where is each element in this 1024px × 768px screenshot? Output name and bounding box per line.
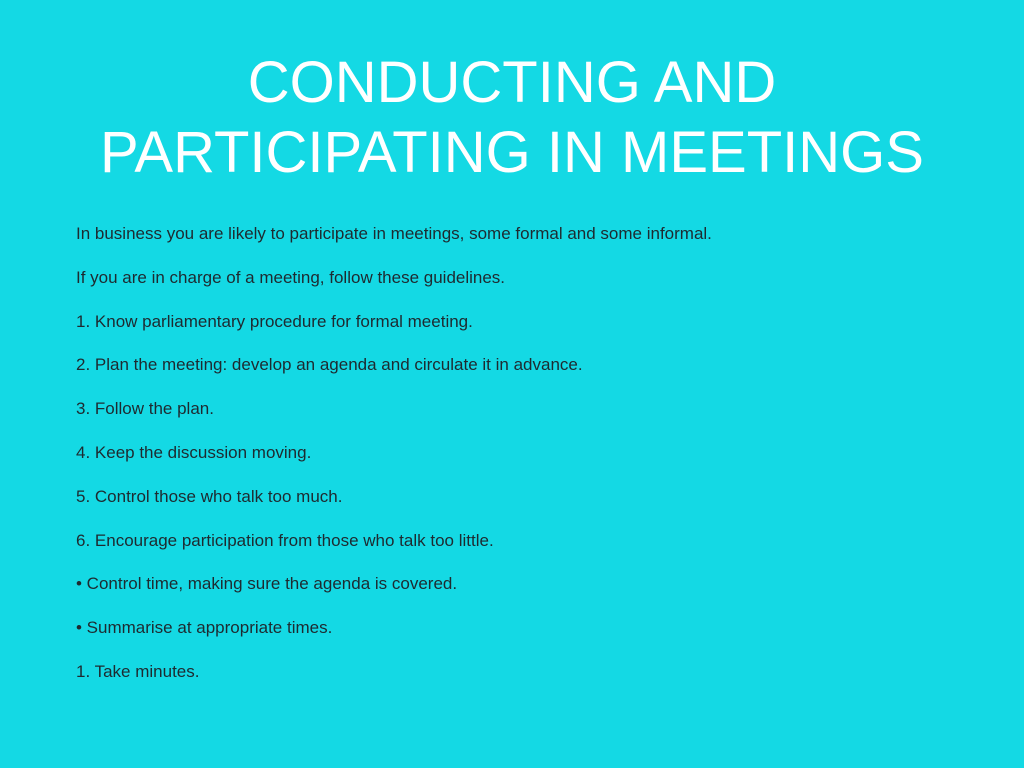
- intro-line: In business you are likely to participate in meetings, some formal and some informal.: [76, 224, 712, 243]
- slide-title-line-2: PARTICIPATING IN MEETINGS: [100, 120, 924, 185]
- guidelines-line: If you are in charge of a meeting, follow these guidelines.: [76, 267, 506, 287]
- bullet-item: • Summarise at appropriate times.: [76, 618, 333, 638]
- slide-title-line-1: CONDUCTING AND: [247, 50, 777, 115]
- guideline-item: 1. Know parliamentary procedure for formal meeting.: [76, 311, 473, 331]
- guideline-item: 2. Plan the meeting: develop an agenda and circulate it in advance.: [76, 355, 583, 375]
- slide-body-list: [76, 221, 976, 703]
- bullet-item: • Control time, making sure the agenda is covered.: [76, 574, 458, 594]
- guideline-item: 3. Follow the plan.: [76, 399, 214, 419]
- guideline-item: 4. Keep the discussion moving.: [76, 442, 312, 462]
- guideline-item: 6. Encourage participation from those who talk too little.: [76, 530, 494, 550]
- slide-title: [40, 48, 984, 188]
- guideline-item: 1. Take minutes.: [76, 661, 200, 681]
- guideline-item: 5. Control those who talk too much.: [76, 486, 343, 506]
